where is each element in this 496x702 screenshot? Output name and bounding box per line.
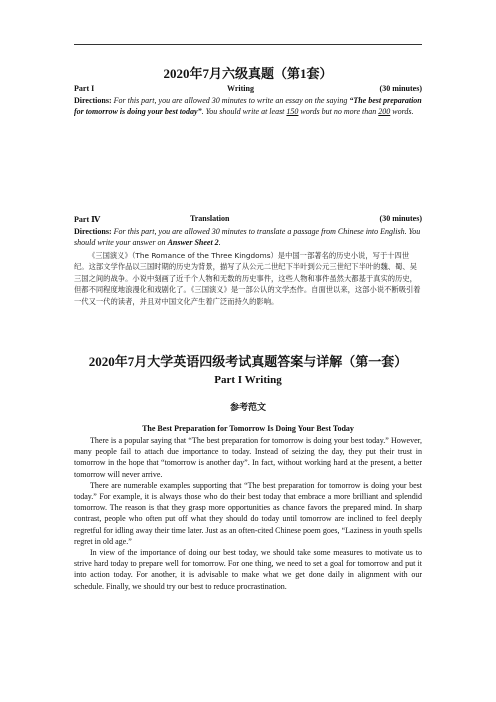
part4-directions xyxy=(74,226,422,248)
part4-dir-sheet: Answer Sheet 2 xyxy=(167,238,219,247)
part1-time: (30 minutes) xyxy=(379,84,422,93)
part1-dir-text3: words but no more than xyxy=(298,107,379,116)
answers-title: 2020年7月大学英语四级考试真题答案与详解（第一套） xyxy=(88,354,408,369)
sample-essay-label: 参考范文 xyxy=(229,403,266,413)
essay-paragraph: In view of the importance of doing our best today, we should take some measures to motivate us to strive hard today to prepare well for tomorrow. For one thing, we need to set a goal for tomorrow and put it into action today. For another, it is advisable to make what we get done daily in alignment with our schedule. Finally, we should try our best to reduce procrastination. xyxy=(74,548,422,591)
part4-name: Translation xyxy=(190,214,230,223)
header-rule xyxy=(74,44,422,45)
part1-name: Writing xyxy=(227,84,254,93)
part1-label: Part I xyxy=(74,84,95,93)
page-title: 2020年7月六级真题（第1套） xyxy=(163,66,333,81)
part4-dir-text1: For this part, you are allowed 30 minutes to translate a passage from Chinese into English. You should write your answer on xyxy=(74,227,421,247)
part4-label: Part Ⅳ xyxy=(74,215,101,224)
part1-words-max: 200 xyxy=(378,107,391,116)
part1-dir-quote: “The best preparation for tomorrow is doing your best today” xyxy=(74,96,422,116)
essay-paragraph: There are numerable examples supporting that “The best preparation for tomorrow is doing your best today.” For example, it is always those who do their best today that embrace a more brilliant and splendid tomorrow. The reason is that they grasp more opportunities as chance favors the prepared mind. In sharp contrast, people who often put off what they should do today until tomorrow are inclined to feel deeply regretful for idling away their time later. Just as an often-cited Chinese poem goes, “Laziness in youth spells regret in old age.” xyxy=(74,480,422,546)
translation-passage: 《三国演义》（The Romance of the Three Kingdoms）是中国一部著名的历史小说，写于十四世纪。这部文学作品以三国时期的历史为背景，描写了从公元二世纪下半叶到公元三世纪下半叶的魏、蜀、吴三国之间的战争。小说中刻画了近千个人物和无数的历史事件，这些人物和事件虽然大都基于真实的历史，但都不同程度地浪漫化和戏剧化了。《三国演义》是一部公认的文学杰作。自面世以来，这部小说不断吸引着一代又一代的读者，并且对中国文化产生着广泛而持久的影响。 xyxy=(74,251,421,306)
part1-dir-label: Directions: xyxy=(74,96,112,105)
part1-directions xyxy=(74,95,422,117)
essay-title: The Best Preparation for Tomorrow Is Doing Your Best Today xyxy=(142,424,354,433)
part1-words-min: 150 xyxy=(286,107,299,116)
part4-dir-text2: . xyxy=(218,238,221,247)
essay-paragraph: There is a popular saying that “The best preparation for tomorrow is doing your best today.” However, many people fail to attach due importance to today. Instead of seizing the day, they put their trust in tomorrow in the hope that “tomorrow is another day”. In fact, without working hard at the present, a better tomorrow will never arrive. xyxy=(74,436,422,479)
part4-dir-label: Directions: xyxy=(74,227,112,236)
essay-body xyxy=(74,435,422,592)
answers-part-title: Part I Writing xyxy=(214,374,282,386)
part1-dir-text4: words. xyxy=(390,107,414,116)
part4-time: (30 minutes) xyxy=(379,214,422,223)
part1-dir-text1: For this part, you are allowed 30 minutes to write an essay on the saying xyxy=(111,96,350,105)
part1-dir-text2: . You should write at least xyxy=(201,107,287,116)
